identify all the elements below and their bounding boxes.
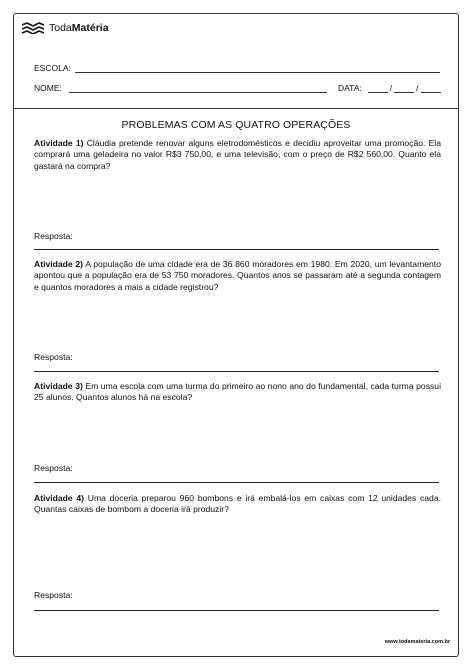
answer-label: Resposta: bbox=[34, 463, 73, 473]
answer-line[interactable] bbox=[34, 371, 439, 372]
footer-url[interactable]: www.todamateria.com.br bbox=[384, 639, 450, 645]
answer-line[interactable] bbox=[34, 482, 439, 483]
answer-label: Resposta: bbox=[34, 352, 73, 362]
school-line[interactable] bbox=[75, 64, 440, 73]
activity-label: Atividade 3) bbox=[34, 381, 83, 391]
answer-line[interactable] bbox=[34, 610, 439, 611]
activity-1 bbox=[34, 138, 441, 172]
school-field[interactable] bbox=[34, 63, 440, 73]
page-border bbox=[13, 13, 459, 657]
open-book-icon bbox=[21, 22, 45, 34]
brand-logo bbox=[21, 22, 109, 34]
brand-name-part2: Matéria bbox=[71, 22, 109, 34]
activity-label: Atividade 2) bbox=[34, 259, 84, 269]
worksheet-title: PROBLEMAS COM AS QUATRO OPERAÇÕES bbox=[121, 119, 351, 131]
activity-4 bbox=[34, 493, 441, 516]
date-separator: / bbox=[389, 83, 393, 93]
activity-label: Atividade 4) bbox=[34, 493, 85, 503]
activity-text: A população de uma cidade era de 36 860 moradores em 1980. Em 2020, um levantamento apontou que a população era de 53 750 moradores. Quantos anos se passaram até a segunda contagem e quantos moradores a mais a cidade registrou? bbox=[34, 259, 441, 292]
date-day-line[interactable] bbox=[368, 84, 388, 93]
date-label: DATA: bbox=[338, 83, 362, 93]
date-field[interactable] bbox=[338, 83, 441, 93]
answer-label: Resposta: bbox=[34, 590, 73, 600]
name-field[interactable] bbox=[34, 83, 327, 93]
brand-name-part1: Toda bbox=[49, 22, 72, 34]
name-line[interactable] bbox=[69, 84, 327, 93]
activity-text: Cláudia pretende renovar alguns eletrodomésticos e decidiu aproveitar uma promoção. Ela comprará uma geladeira no valor R$3 750,00, e uma televisão, com o preço de R$2 560,00. Quanto ela gastará na compra? bbox=[34, 138, 441, 171]
activity-label: Atividade 1) bbox=[34, 138, 84, 148]
name-label: NOME: bbox=[34, 83, 62, 93]
school-label: ESCOLA: bbox=[34, 63, 71, 73]
date-separator: / bbox=[416, 83, 419, 93]
activity-3 bbox=[34, 381, 441, 404]
activity-text: Uma doceria preparou 960 bombons e irá embalá-los em caixas com 12 unidades cada. Quantas caixas de bombom a doceria irá produzir? bbox=[34, 493, 441, 515]
date-year-line[interactable] bbox=[421, 84, 441, 93]
answer-line[interactable] bbox=[34, 249, 439, 250]
date-month-line[interactable] bbox=[394, 84, 414, 93]
answer-label: Resposta: bbox=[34, 231, 73, 241]
activity-text: Em uma escola com uma turma do primeiro ao nono ano do fundamental, cada turma possui 25 alunos. Quantos alunos há na escola? bbox=[34, 381, 441, 403]
activity-2 bbox=[34, 259, 441, 293]
